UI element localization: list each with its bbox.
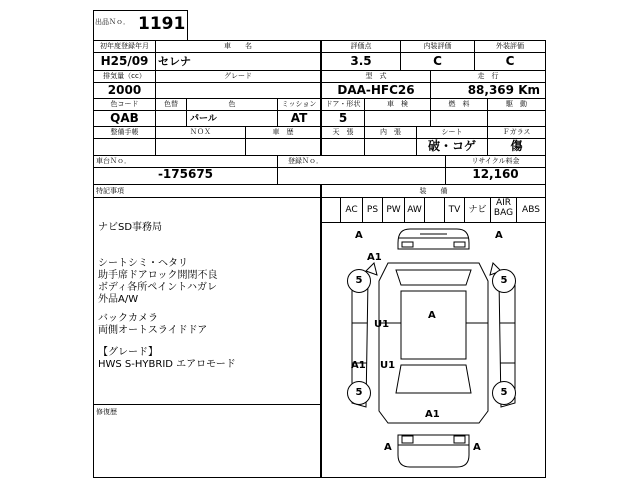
front-glass-value: 傷 xyxy=(510,139,523,153)
header-box-left xyxy=(93,10,94,40)
remark-line: シートシミ・ヘタリ xyxy=(98,258,188,269)
remark-line: 助手席ドアロック開閉不良 xyxy=(98,270,218,281)
doors-label: ドア・形状 xyxy=(325,100,361,108)
maintenance-record-label: 整備手帳 xyxy=(110,128,139,136)
equip-pw: PW xyxy=(386,205,401,215)
equip-tv: TV xyxy=(448,205,461,215)
remark-line: HWS S-HYBRID エアロモード xyxy=(98,359,236,370)
damage-left-side-upper: U1 xyxy=(374,319,390,330)
car-name-label: 車 名 xyxy=(224,42,252,50)
exterior-grade-label: 外装評価 xyxy=(496,42,524,50)
form-right-border xyxy=(545,40,546,478)
score-value: 3.5 xyxy=(350,54,372,68)
equip-col-line xyxy=(424,197,425,222)
col-line xyxy=(277,155,278,184)
remark-line: 外品A/W xyxy=(98,294,139,305)
interior-grade-value: C xyxy=(433,54,442,68)
chassis-number-label: 車台Ｎｏ． xyxy=(96,157,131,165)
damage-front-left: A xyxy=(355,230,363,241)
mileage-value: 88,369 Km xyxy=(467,83,540,97)
inspection-label: 車 検 xyxy=(387,100,408,108)
damage-front-right: A xyxy=(495,230,503,241)
equip-navi: ナビ xyxy=(468,205,487,215)
model-code-value: DAA-HFC26 xyxy=(337,83,415,97)
headliner-label: 天 張 xyxy=(332,128,354,136)
car-front-view xyxy=(398,229,469,249)
tire-front-left: 5 xyxy=(347,269,371,293)
interior-grade-label: 内装評価 xyxy=(423,42,452,50)
remark-line: 両側オートスライドドア xyxy=(98,325,208,336)
seat-label: シート xyxy=(441,128,463,136)
remark-line: バックカメラ xyxy=(98,313,158,324)
repair-divider xyxy=(93,404,321,405)
damage-front-upper: A1 xyxy=(367,252,382,263)
fuel-label: 燃 料 xyxy=(448,100,470,108)
remark-line: ボディ各所ペイントハガレ xyxy=(98,282,217,293)
displacement-label: 排気量（cc） xyxy=(103,72,146,80)
transmission-label: ミッション xyxy=(281,100,317,108)
score-label: 評価点 xyxy=(350,42,372,50)
chassis-number-value: -175675 xyxy=(157,167,214,181)
equip-ps: PS xyxy=(366,205,379,215)
header-box-right xyxy=(187,10,188,40)
repair-history-label: 修復歴 xyxy=(96,408,117,416)
model-code-label: 型 式 xyxy=(365,72,387,80)
car-rear-view xyxy=(398,435,469,467)
equip-abs: ABS xyxy=(522,205,540,215)
history-label: 車 歴 xyxy=(272,128,294,136)
first-registration-value: H25/09 xyxy=(100,54,149,68)
exterior-grade-value: C xyxy=(505,54,515,68)
lot-number: 1191 xyxy=(138,14,186,34)
first-registration-label: 初年度登録年月 xyxy=(100,42,149,50)
doors-value: 5 xyxy=(338,111,348,125)
car-name-value: セレナ xyxy=(158,55,191,68)
remarks-title: 特記事項 xyxy=(96,187,124,195)
repaint-label: 色替 xyxy=(164,100,178,108)
car-diagram xyxy=(322,223,545,478)
tire-rear-right: 5 xyxy=(492,381,516,405)
header-box-top xyxy=(93,10,188,11)
damage-left-door: U1 xyxy=(380,360,396,371)
grade-label: グレード xyxy=(224,72,252,80)
remark-line: ナビSD事務局 xyxy=(98,222,163,233)
damage-rear-left: A xyxy=(384,442,392,453)
row-line xyxy=(93,155,546,156)
damage-rear-panel: A1 xyxy=(425,409,440,420)
recycle-fee-value: 12,160 xyxy=(472,167,519,181)
equip-aw: AW xyxy=(407,205,422,215)
damage-rear-right: A xyxy=(473,442,481,453)
tire-rear-left: 5 xyxy=(347,381,371,405)
tire-front-right: 5 xyxy=(492,269,516,293)
repaint-value: パール xyxy=(190,114,217,124)
remark-line: 【グレード】 xyxy=(98,347,158,358)
color-label: 色 xyxy=(228,100,236,108)
seat-value: 破・コゲ xyxy=(427,139,476,153)
front-glass-label: Ｆガラス xyxy=(502,128,531,136)
equip-airbag: AIR BAG xyxy=(493,198,514,218)
transmission-value: AT xyxy=(290,111,308,125)
drive-label: 駆 動 xyxy=(506,100,527,108)
damage-roof: A xyxy=(428,310,436,321)
color-code-value: QAB xyxy=(110,111,139,125)
color-code-label: 色コード xyxy=(110,100,139,108)
recycle-fee-label: リサイクル料金 xyxy=(471,157,520,165)
mileage-label: 走 行 xyxy=(477,72,499,80)
damage-left-side-lower: A1 xyxy=(351,360,366,371)
registration-number-label: 登録Ｎｏ． xyxy=(288,157,323,165)
nox-label: ＮＯＸ xyxy=(190,128,211,136)
car-top-view xyxy=(379,263,488,423)
displacement-value: 2000 xyxy=(107,83,142,97)
door-trim-label: 内 張 xyxy=(380,128,401,136)
equipment-title: 装 備 xyxy=(419,187,448,195)
equip-ac: AC xyxy=(345,205,358,215)
lot-number-label: 出品Ｎｏ． xyxy=(95,18,130,26)
